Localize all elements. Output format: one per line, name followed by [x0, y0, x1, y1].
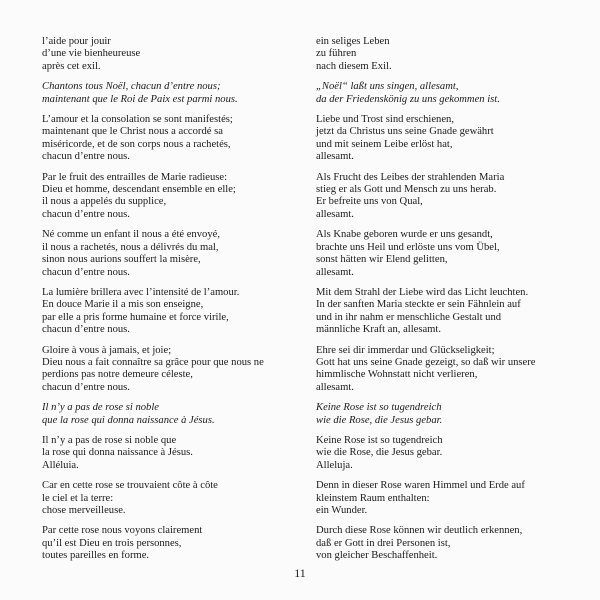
verse-stanza	[316, 345, 578, 395]
text-line: Als Frucht des Leibes der strahlenden Maria	[316, 171, 505, 183]
verse-stanza	[42, 435, 300, 472]
verse-stanza	[316, 229, 578, 279]
text-line: Als Knabe geboren wurde er uns gesandt,	[316, 229, 493, 241]
text-line: sonst hätten wir Elend gelitten,	[316, 254, 448, 266]
text-line: Alléluia.	[42, 459, 79, 471]
text-line: après cet exil.	[42, 60, 101, 72]
verse-stanza	[42, 525, 300, 562]
text-line: que la rose qui donna naissance à Jésus.	[42, 414, 215, 426]
text-line: Dieu et homme, descendant ensemble en elle;	[42, 184, 236, 196]
text-line: zu führen	[316, 48, 357, 60]
text-line: himmlische Wohnstatt nicht verlieren,	[316, 369, 478, 381]
verse-stanza	[42, 229, 300, 279]
text-line: Gott hat uns seine Gnade gezeigt, so daß wir unsere	[316, 356, 536, 368]
text-line: Chantons tous Noël, chacun d’entre nous;	[42, 81, 221, 93]
text-line: Durch diese Rose können wir deutlich erkennen,	[316, 525, 523, 537]
text-line: Keine Rose ist so tugendreich	[316, 434, 443, 446]
verse-stanza	[316, 525, 578, 562]
text-line: le ciel et la terre:	[42, 492, 114, 504]
text-line: Par cette rose nous voyons clairement	[42, 525, 203, 537]
text-line: Gloire à vous à jamais, et joie;	[42, 344, 172, 356]
text-line: qu’il est Dieu en trois personnes,	[42, 537, 182, 549]
verse-stanza	[42, 480, 300, 517]
refrain-stanza	[316, 402, 578, 427]
text-line: Mit dem Strahl der Liebe wird das Licht leuchten.	[316, 286, 529, 298]
text-line: ein seliges Leben	[316, 36, 390, 47]
text-line: Il n’y a pas de rose si noble que	[42, 434, 177, 446]
text-line: „Noël“ laßt uns singen, allesamt,	[316, 81, 459, 93]
text-line: brachte uns Heil und erlöste uns vom Übel,	[316, 241, 500, 253]
text-line: jetzt da Christus uns seine Gnade gewährt	[316, 126, 494, 138]
text-line: sinon nous aurions souffert la misère,	[42, 254, 201, 266]
text-line: Keine Rose ist so tugendreich	[316, 402, 442, 414]
text-line: von gleicher Beschaffenheit.	[316, 550, 438, 562]
refrain-stanza	[42, 81, 300, 106]
text-line: par elle a pris forme humaine et force virile,	[42, 311, 229, 323]
text-line: il nous a appelés du supplice,	[42, 196, 167, 208]
text-line: wie die Rose, die Jesus gebar.	[316, 447, 443, 459]
text-line: da der Friedenskönig zu uns gekommen ist.	[316, 93, 500, 105]
verse-stanza	[42, 172, 300, 222]
text-line: In der sanften Maria steckte er sein Fähnlein auf	[316, 299, 521, 311]
text-line: Par le fruit des entrailles de Marie radieuse:	[42, 171, 228, 183]
text-line: l’aide pour jouir	[42, 36, 111, 47]
text-line: En douce Marie il a mis son enseigne,	[42, 299, 204, 311]
text-line: chacun d’entre nous.	[42, 266, 130, 278]
text-line: ein Wunder.	[316, 505, 368, 516]
text-line: miséricorde, et de son corps nous a rachetés,	[42, 138, 231, 150]
text-line: männliche Kraft an, allesamt.	[316, 324, 442, 336]
text-line: Dieu nous a fait connaître sa grâce pour que nous ne	[42, 356, 264, 368]
verse-stanza	[316, 114, 578, 164]
text-line: stieg er als Gott und Mensch zu uns herab.	[316, 184, 497, 196]
text-line: Alleluja.	[316, 459, 353, 471]
text-line: allesamt.	[316, 381, 354, 393]
verse-stanza	[316, 172, 578, 222]
refrain-stanza	[316, 81, 578, 106]
text-line: la rose qui donna naissance à Jésus.	[42, 447, 193, 459]
text-line: Liebe und Trost sind erschienen,	[316, 114, 454, 126]
text-line: Denn in dieser Rose waren Himmel und Erde auf	[316, 480, 525, 492]
text-line: perdions pas notre demeure céleste,	[42, 369, 193, 381]
text-line: und mit seinem Leibe erlöst hat,	[316, 138, 453, 150]
verse-stanza	[42, 36, 300, 73]
text-line: Ehre sei dir immerdar und Glückseligkeit;	[316, 344, 495, 356]
text-line: d’une vie bienheureuse	[42, 48, 141, 60]
verse-stanza	[316, 480, 578, 517]
text-line: Né comme un enfant il nous a été envoyé,	[42, 229, 220, 241]
verse-stanza	[316, 287, 578, 337]
text-line: daß er Gott in drei Personen ist,	[316, 537, 451, 549]
text-line: nach diesem Exil.	[316, 60, 392, 72]
text-line: maintenant que le Roi de Paix est parmi nous.	[42, 93, 238, 105]
verse-stanza	[42, 345, 300, 395]
german-text-column	[316, 36, 578, 571]
text-line: chacun d’entre nous.	[42, 381, 130, 393]
verse-stanza	[42, 287, 300, 337]
text-line: wie die Rose, die Jesus gebar.	[316, 414, 443, 426]
text-line: chacun d’entre nous.	[42, 324, 130, 336]
page-number: 11	[294, 566, 306, 580]
text-line: maintenant que le Christ nous a accordé sa	[42, 126, 223, 138]
text-line: L’amour et la consolation se sont manifestés;	[42, 114, 233, 126]
text-line: chose merveilleuse.	[42, 505, 126, 516]
text-line: allesamt.	[316, 266, 354, 278]
french-text-column	[42, 36, 300, 571]
text-line: La lumière brillera avec l’intensité de l’amour.	[42, 286, 240, 298]
verse-stanza	[42, 114, 300, 164]
refrain-stanza	[42, 402, 300, 427]
text-line: toutes pareilles en forme.	[42, 550, 150, 562]
text-line: und in ihr nahm er menschliche Gestalt und	[316, 311, 502, 323]
text-line: chacun d’entre nous.	[42, 208, 130, 220]
text-line: Er befreite uns von Qual,	[316, 196, 423, 208]
text-line: Il n’y a pas de rose si noble	[42, 402, 160, 414]
text-line: allesamt.	[316, 151, 354, 163]
verse-stanza	[316, 435, 578, 472]
verse-stanza	[316, 36, 578, 73]
text-line: chacun d’entre nous.	[42, 151, 130, 163]
text-line: il nous a rachetés, nous a délivrés du mal,	[42, 241, 219, 253]
text-line: Car en cette rose se trouvaient côte à côte	[42, 480, 218, 492]
text-line: allesamt.	[316, 208, 354, 220]
text-line: kleinstem Raum enthalten:	[316, 492, 430, 504]
